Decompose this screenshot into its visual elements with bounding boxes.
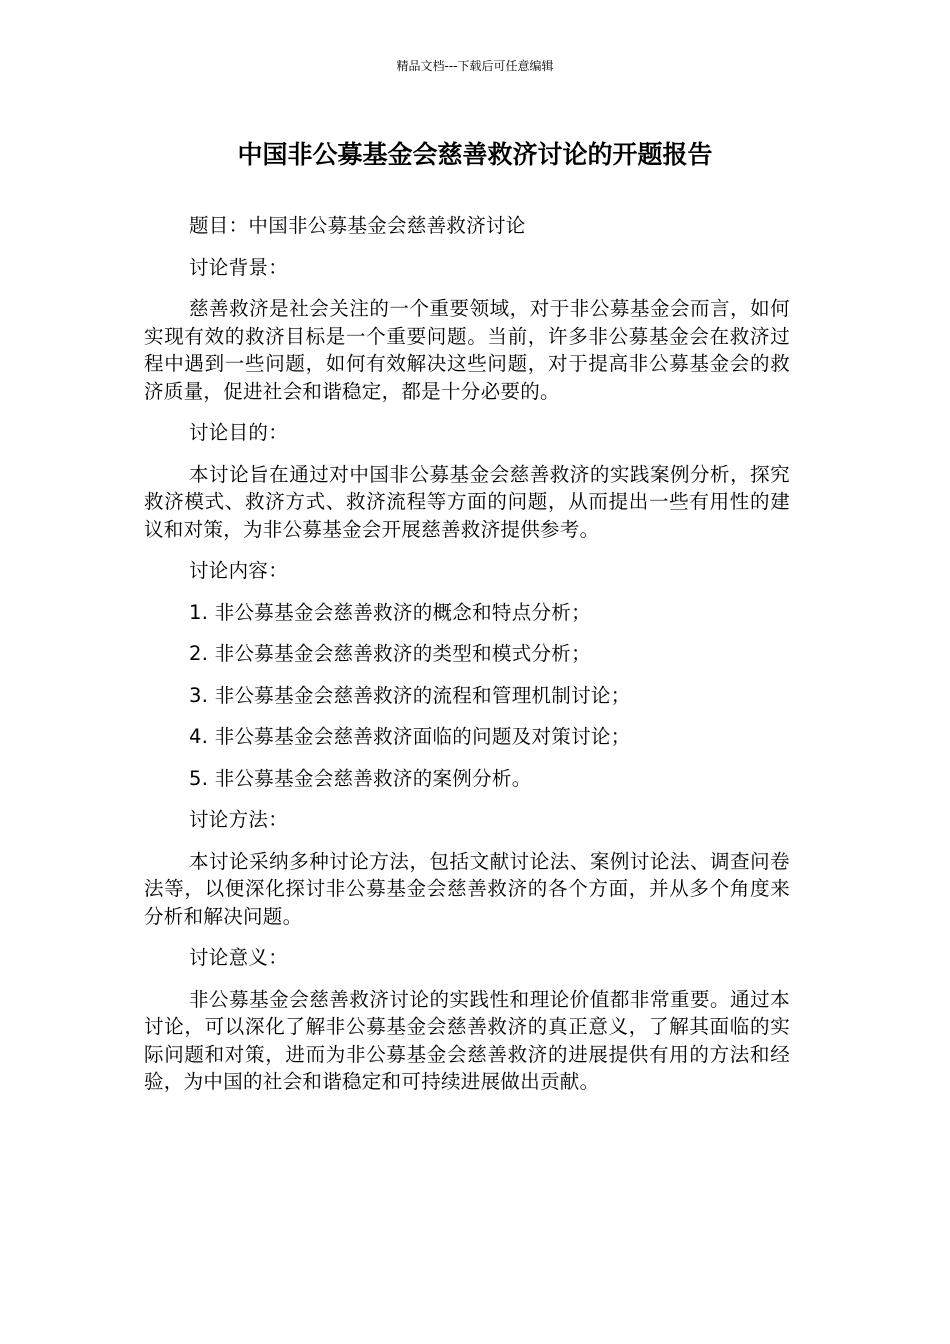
header-note: 精品文档---下载后可任意编辑: [396, 59, 554, 73]
purpose-label: 讨论目的：: [189, 421, 289, 444]
background-label: 讨论背景：: [189, 255, 289, 279]
significance-label: 讨论意义：: [189, 946, 289, 969]
method-paragraph: 本讨论采纳多种讨论方法，包括文献讨论法、案例讨论法、调查问卷法等，以便深化探讨非公募基金会慈善救济的各个方面，并从多个角度来分析和解决问题。: [144, 849, 790, 928]
method-label: 讨论方法：: [189, 808, 289, 831]
background-paragraph: 慈善救济是社会关注的一个重要领域，对于非公募基金会而言，如何实现有效的救济目标是一个重要问题。当前，许多非公募基金会在救济过程中遇到一些问题，如何有效解决这些问题，对于提高非公募基金会的救济质量，促进社会和谐稳定，都是十分必要的。: [144, 297, 790, 403]
content-list-item: 5. 非公募基金会慈善救济的案例分析。: [189, 766, 532, 790]
significance-paragraph: 非公募基金会慈善救济讨论的实践性和理论价值都非常重要。通过本讨论，可以深化了解非公募基金会慈善救济的真正意义，了解其面临的实际问题和对策，进而为非公募基金会慈善救济的进展提供有用的方法和经验，为中国的社会和谐稳定和可持续进展做出贡献。: [144, 987, 790, 1093]
document-title: 中国非公募基金会慈善救济讨论的开题报告: [237, 140, 713, 169]
document-body: [144, 212, 790, 1110]
content-list-item: 4. 非公募基金会慈善救济面临的问题及对策讨论；: [189, 725, 631, 748]
content-list-item: 3. 非公募基金会慈善救济的流程和管理机制讨论；: [189, 683, 631, 707]
content-label: 讨论内容：: [189, 559, 289, 582]
topic-line: 题目：中国非公募基金会慈善救济讨论: [189, 214, 526, 237]
content-list-item: 1. 非公募基金会慈善救济的概念和特点分析；: [189, 600, 591, 624]
purpose-paragraph: 本讨论旨在通过对中国非公募基金会慈善救济的实践案例分析，探究救济模式、救济方式、救济流程等方面的问题，从而提出一些有用性的建议和对策，为非公募基金会开展慈善救济提供参考。: [144, 462, 790, 541]
content-list-item: 2. 非公募基金会慈善救济的类型和模式分析；: [189, 642, 591, 665]
